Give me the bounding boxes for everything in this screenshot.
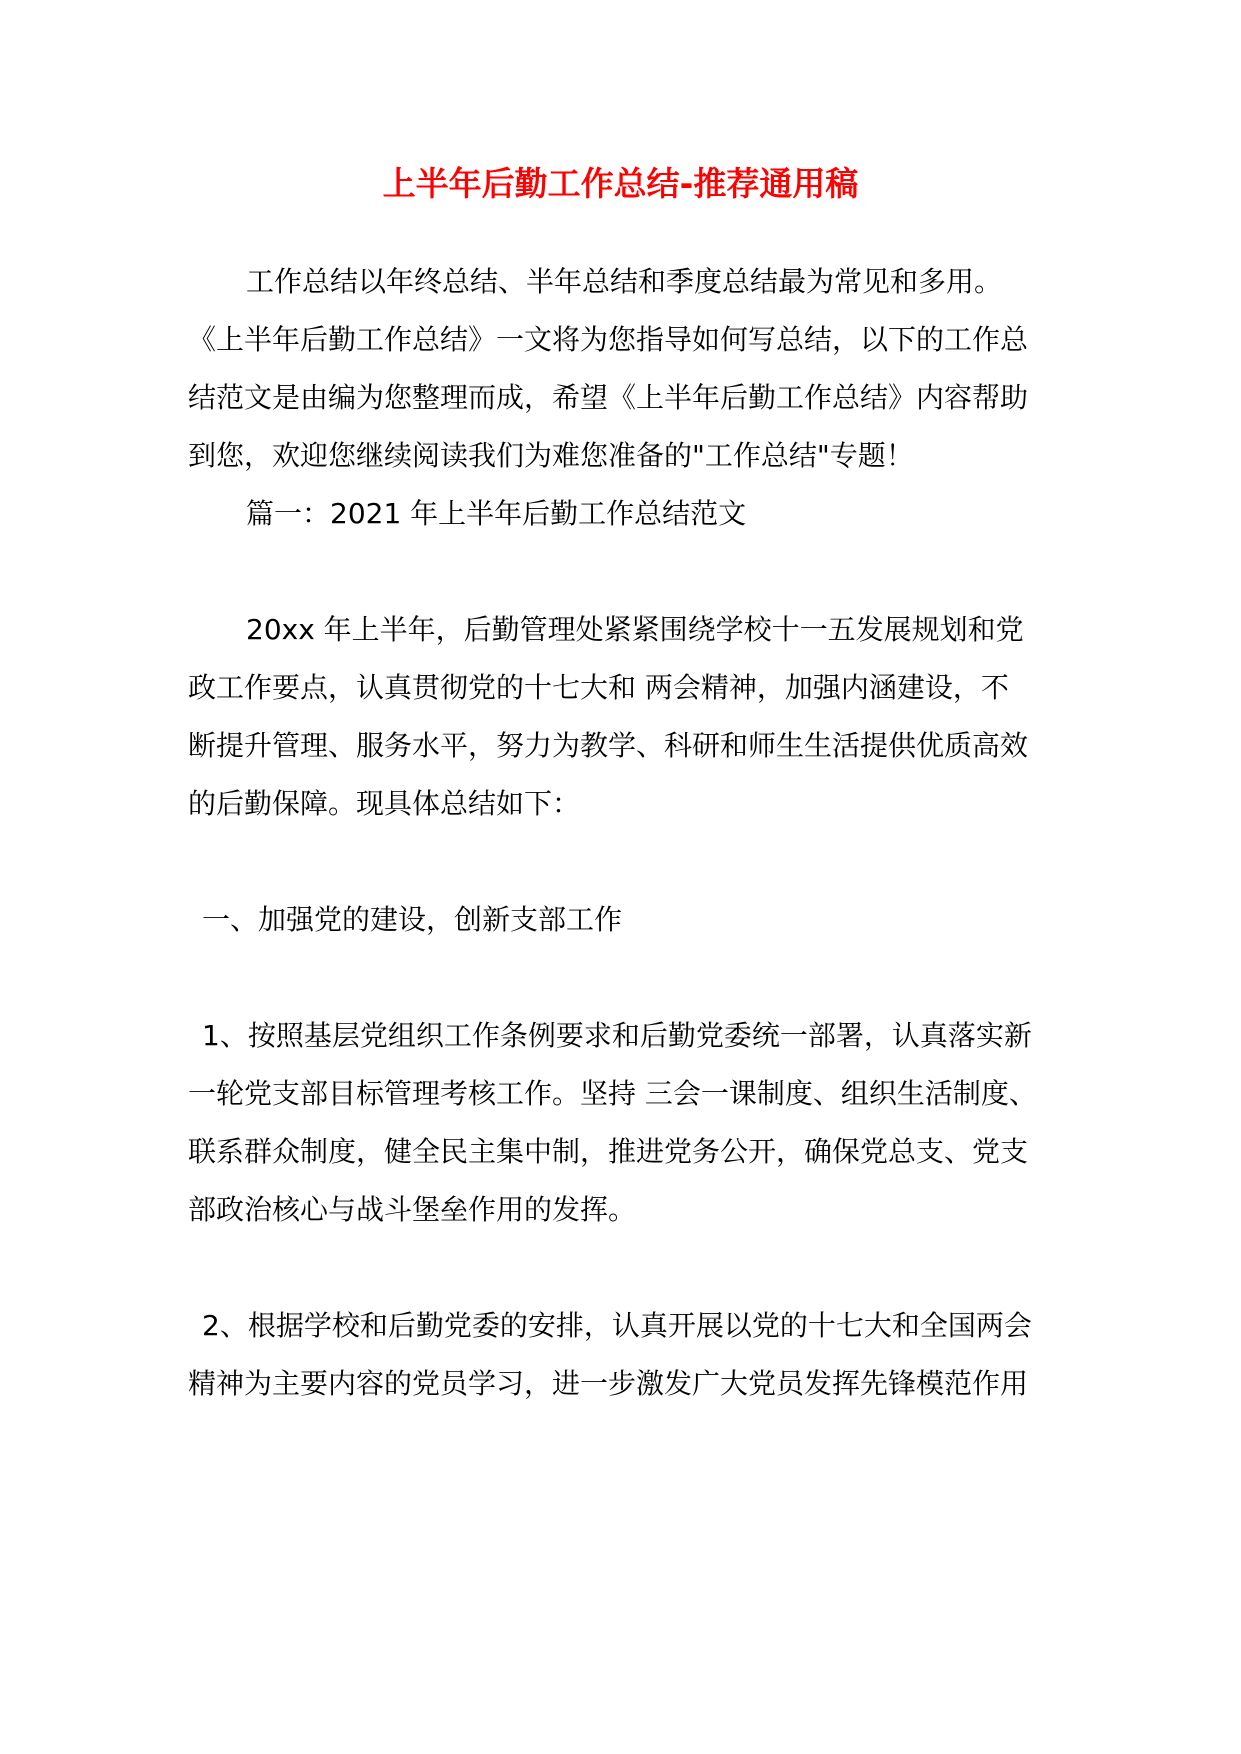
section-heading: 一、加强党的建设，创新支部工作 (202, 903, 623, 936)
paragraph-line: 20xx 年上半年，后勤管理处紧紧围绕学校十一五发展规划和党 (246, 613, 1024, 646)
paragraph-line: 2、根据学校和后勤党委的安排，认真开展以党的十七大和全国两会 (202, 1309, 1032, 1342)
paragraph-line: 政工作要点，认真贯彻党的十七大和 两会精神，加强内涵建设，不 (188, 671, 1009, 704)
document-title: 上半年后勤工作总结-推荐通用稿 (382, 164, 859, 203)
paragraph-line: 断提升管理、服务水平，努力为教学、科研和师生生活提供优质高效 (188, 729, 1029, 762)
paragraph-line: 结范文是由编为您整理而成，希望《上半年后勤工作总结》内容帮助 (188, 381, 1029, 414)
paragraph-line: 联系群众制度，健全民主集中制，推进党务公开，确保党总支、党支 (188, 1135, 1029, 1168)
paragraph-line: 工作总结以年终总结、半年总结和季度总结最为常见和多用。 (246, 265, 1003, 298)
paragraph-line: 的后勤保障。现具体总结如下： (188, 787, 581, 820)
paragraph-line: 《上半年后勤工作总结》一文将为您指导如何写总结，以下的工作总 (188, 323, 1029, 356)
paragraph-line: 一轮党支部目标管理考核工作。坚持 三会一课制度、组织生活制度、 (188, 1077, 1037, 1110)
paragraph-line: 到您，欢迎您继续阅读我们为难您准备的"工作总结"专题！ (188, 439, 914, 472)
paragraph-line: 1、按照基层党组织工作条例要求和后勤党委统一部署，认真落实新 (202, 1019, 1032, 1052)
paragraph-line: 精神为主要内容的党员学习，进一步激发广大党员发挥先锋模范作用 (188, 1367, 1029, 1400)
paragraph-line: 部政治核心与战斗堡垒作用的发挥。 (188, 1193, 637, 1226)
section-heading: 篇一：2021 年上半年后勤工作总结范文 (246, 497, 747, 530)
